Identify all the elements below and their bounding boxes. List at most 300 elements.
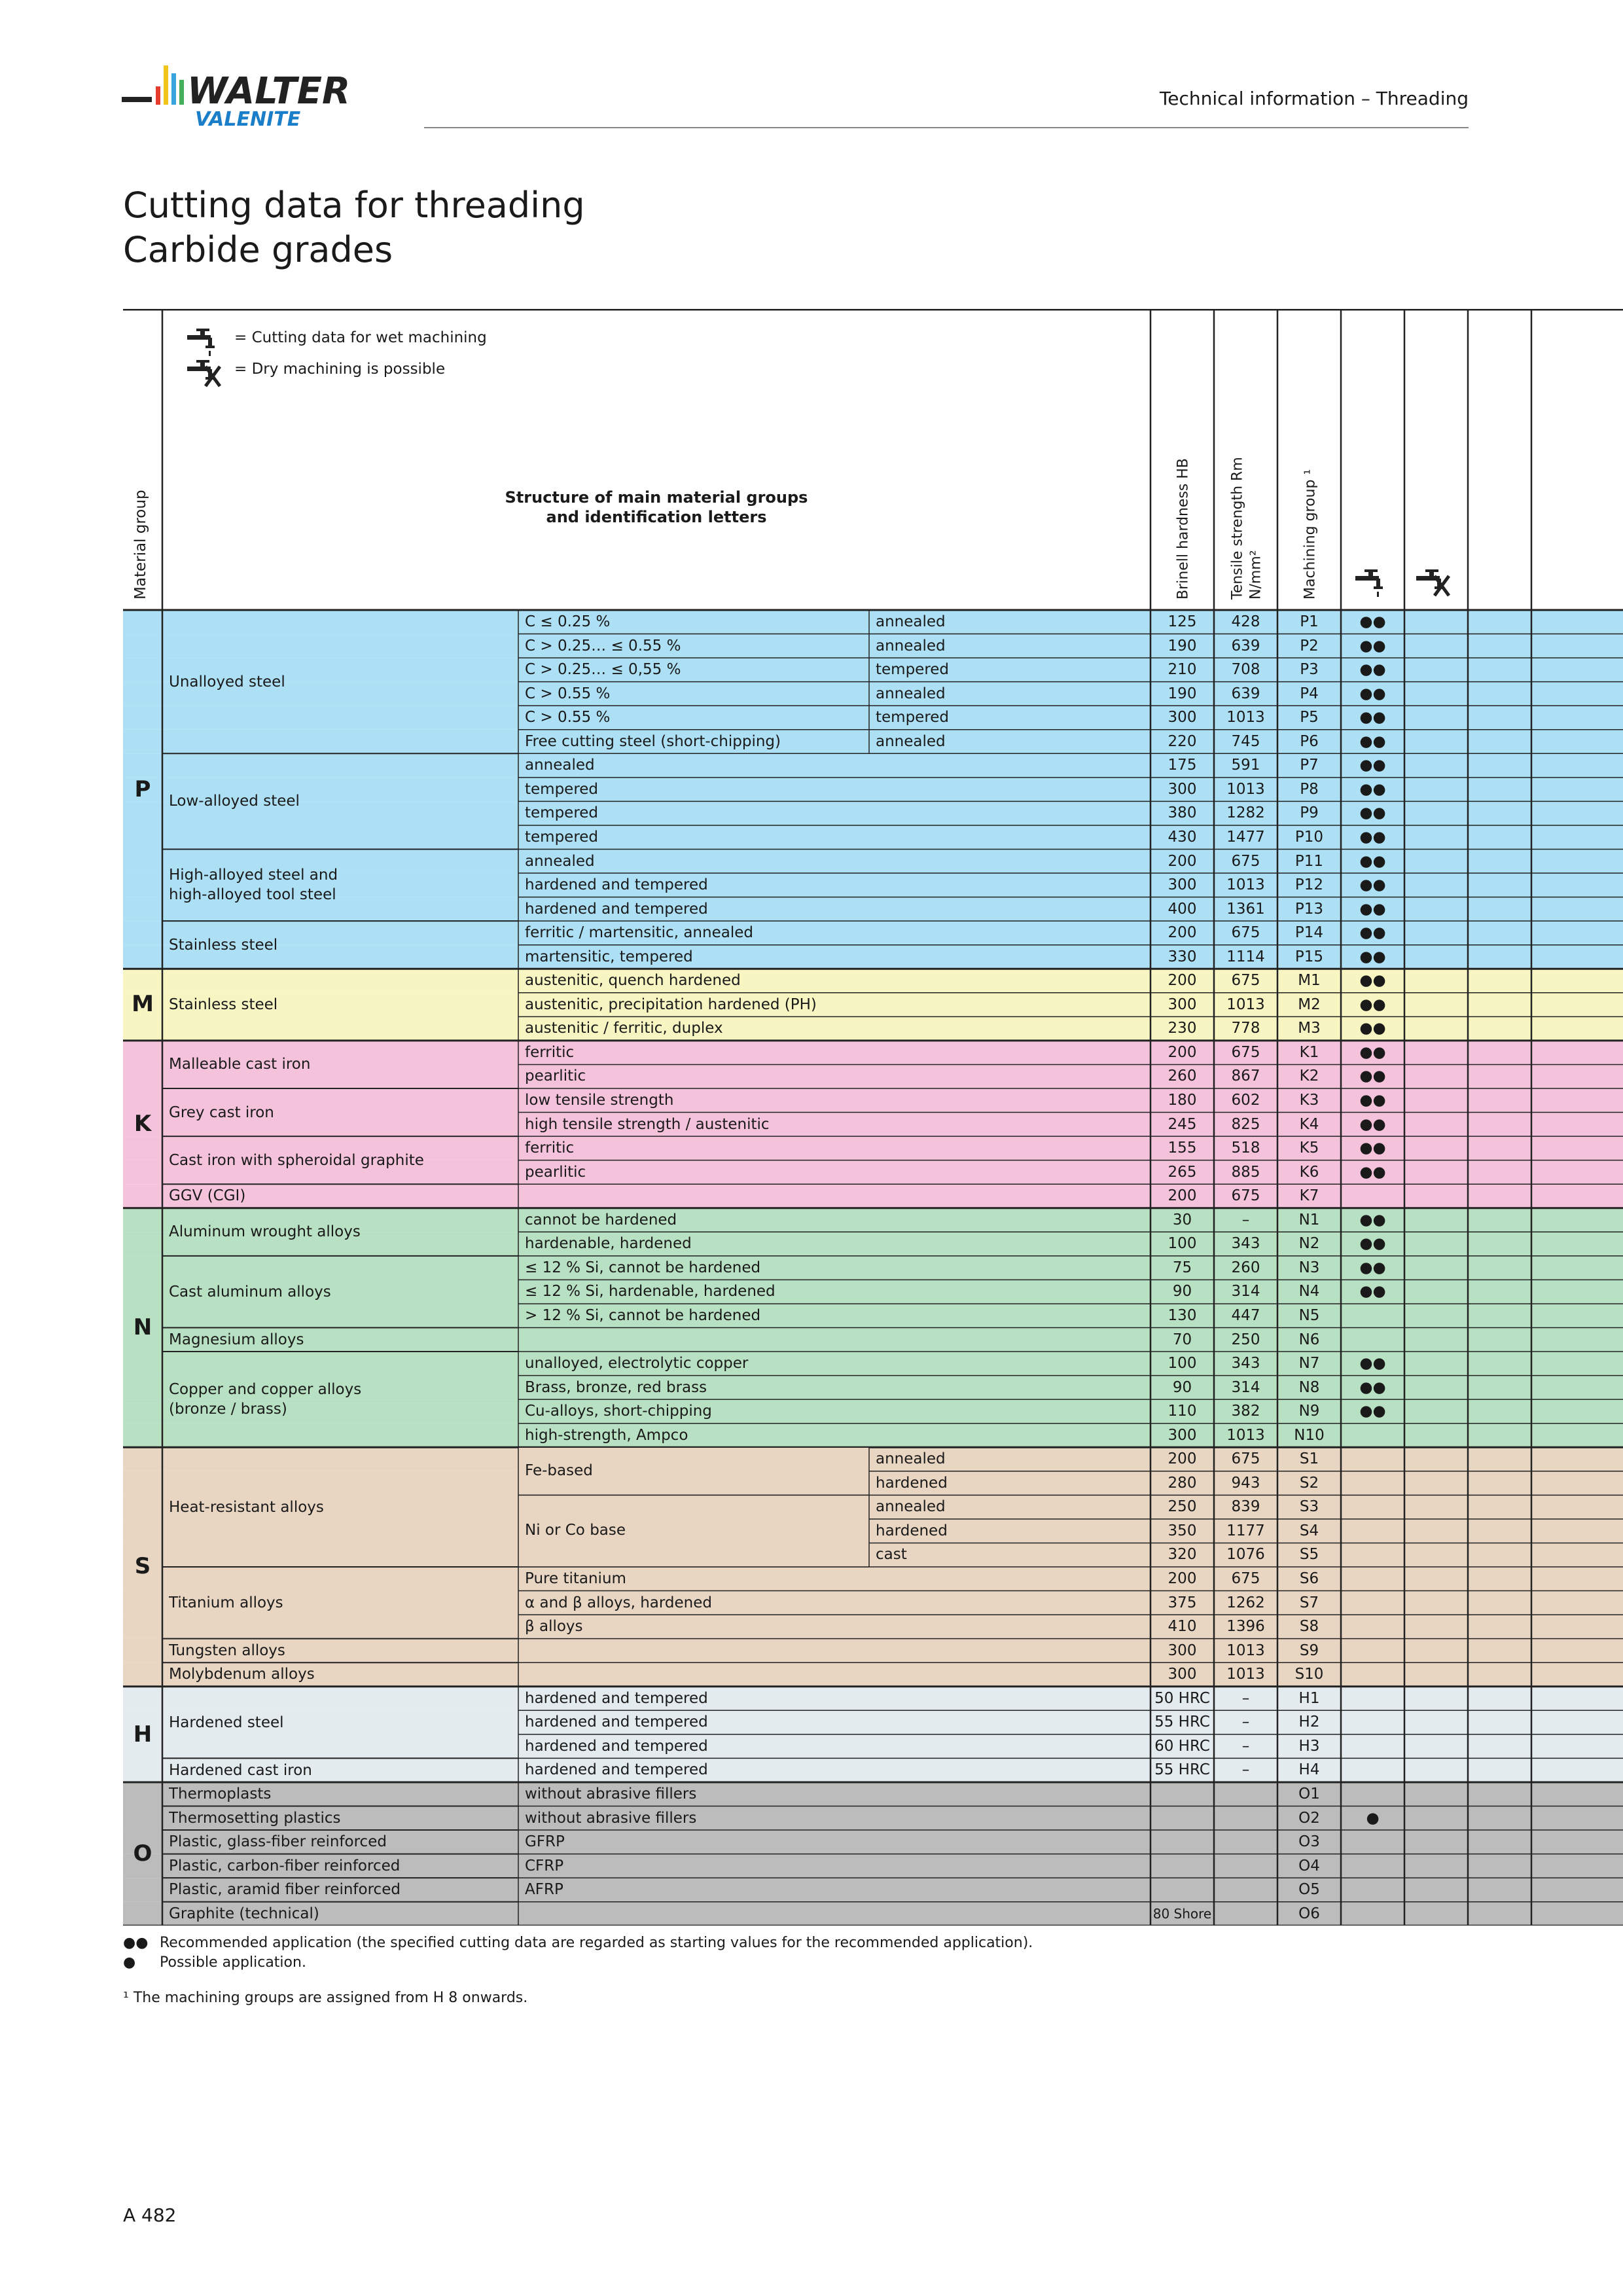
- wet-rating-cell: [1341, 1734, 1404, 1759]
- dry-rating-cell: [1404, 610, 1468, 634]
- svg-text:VALENITE: VALENITE: [195, 108, 301, 131]
- material-group-letter: P: [134, 776, 151, 802]
- material-name-line: high-alloyed tool steel: [169, 886, 336, 904]
- condition-cell: high-strength, Ampco: [525, 1426, 688, 1444]
- machining-group-cell: P4: [1300, 685, 1319, 702]
- material-name-line: Heat-resistant alloys: [169, 1498, 324, 1516]
- dry-rating-cell: [1404, 1543, 1468, 1567]
- machining-group-cell: H1: [1298, 1689, 1320, 1707]
- title-line-2: Carbide grades: [123, 229, 393, 270]
- condition-cell: tempered: [525, 804, 599, 822]
- brinell-cell: [1150, 1806, 1214, 1831]
- dry-rating-cell: [1404, 1304, 1468, 1328]
- condition-cell: AFRP: [525, 1881, 563, 1899]
- material-name-line: Aluminum wrought alloys: [169, 1223, 361, 1241]
- tensile-cell: 428: [1231, 613, 1260, 630]
- brinell-cell: 200: [1168, 1187, 1197, 1205]
- brinell-cell: 55 HRC: [1154, 1713, 1210, 1731]
- material-name: [169, 1687, 516, 1759]
- dry-rating-cell: [1404, 1615, 1468, 1639]
- material-name-line: Molybdenum alloys: [169, 1666, 315, 1683]
- wet-rating-cell: ●●: [1359, 1403, 1386, 1420]
- wet-rating-cell: [1341, 1543, 1404, 1567]
- material-name: [169, 1639, 516, 1663]
- condition-cell: α and β alloys, hardened: [525, 1594, 713, 1611]
- tensile-cell: 260: [1231, 1259, 1260, 1276]
- machining-group-cell: P12: [1294, 876, 1324, 894]
- wet-rating-cell: ●●: [1359, 613, 1386, 630]
- machining-group-cell: S2: [1299, 1474, 1319, 1492]
- material-name-line: Malleable cast iron: [169, 1056, 311, 1073]
- machining-group-cell: S5: [1299, 1546, 1319, 1564]
- material-subgroup: Ni or Co base: [525, 1522, 626, 1539]
- wet-rating-cell: ●●: [1359, 1139, 1386, 1157]
- tensile-cell: –: [1241, 1713, 1250, 1731]
- tensile-cell: 314: [1231, 1378, 1260, 1396]
- dry-rating-cell: [1404, 993, 1468, 1017]
- brinell-cell: 220: [1168, 732, 1197, 750]
- tensile-cell: 778: [1231, 1020, 1260, 1037]
- material-name-line: Plastic, aramid fiber reinforced: [169, 1881, 401, 1899]
- tensile-cell: 867: [1231, 1067, 1260, 1085]
- machining-group-cell: O2: [1298, 1809, 1320, 1827]
- brinell-cell: 430: [1168, 828, 1197, 846]
- condition-cell: > 12 % Si, cannot be hardened: [525, 1306, 761, 1324]
- material-name-line: Plastic, glass-fiber reinforced: [169, 1833, 387, 1851]
- machining-group-cell: N4: [1298, 1283, 1320, 1300]
- dry-rating-cell: [1404, 1113, 1468, 1137]
- material-name: [169, 1830, 516, 1854]
- condition-cell: hardened and tempered: [525, 1737, 708, 1755]
- machining-group-cell: H3: [1298, 1737, 1320, 1755]
- wet-rating-cell: [1341, 1567, 1404, 1591]
- header-structure: Structure of main material groups: [505, 488, 808, 507]
- dry-rating-cell: [1404, 969, 1468, 993]
- dry-rating-cell: [1404, 682, 1468, 706]
- legend-wet-icon: [187, 329, 215, 356]
- wet-rating-cell: ●●: [1359, 900, 1386, 918]
- material-name: [169, 1088, 516, 1136]
- brinell-cell: 180: [1168, 1092, 1197, 1109]
- machining-group-cell: P6: [1300, 732, 1319, 750]
- footnote-recommended: [123, 1935, 1033, 1951]
- dry-rating-cell: [1404, 1567, 1468, 1591]
- tensile-cell: 943: [1231, 1474, 1260, 1492]
- brinell-cell: 380: [1168, 804, 1197, 822]
- machining-group-cell: H4: [1298, 1761, 1320, 1779]
- wet-rating-cell: ●●: [1359, 852, 1386, 870]
- brinell-cell: 100: [1168, 1235, 1197, 1253]
- dry-rating-cell: [1404, 1495, 1468, 1519]
- tensile-cell: 1177: [1226, 1522, 1265, 1539]
- dry-rating-cell: [1404, 1471, 1468, 1496]
- dry-rating-cell: [1404, 1232, 1468, 1256]
- tensile-cell: 382: [1231, 1403, 1260, 1420]
- material-group-letter: O: [133, 1840, 152, 1867]
- machining-group-cell: K4: [1299, 1115, 1319, 1133]
- condition-cell: pearlitic: [525, 1067, 586, 1085]
- brinell-cell: [1150, 1782, 1214, 1806]
- treatment-cell: hardened: [876, 1474, 948, 1492]
- brinell-cell: 330: [1168, 948, 1197, 965]
- wet-rating-cell: ●●: [1359, 828, 1386, 846]
- condition-cell: [525, 1639, 1148, 1663]
- header-structure: and identification letters: [546, 508, 767, 526]
- material-name: [169, 1567, 516, 1639]
- wet-rating-cell: [1341, 1519, 1404, 1543]
- machining-group-cell: S6: [1299, 1570, 1319, 1587]
- condition-cell: [525, 1184, 1148, 1208]
- condition-cell: GFRP: [525, 1833, 565, 1851]
- dry-rating-cell: [1404, 921, 1468, 945]
- condition-cell: C ≤ 0.25 %: [525, 613, 611, 630]
- brinell-cell: 60 HRC: [1154, 1737, 1210, 1755]
- dry-rating-cell: [1404, 1208, 1468, 1232]
- wet-rating-cell: [1341, 1639, 1404, 1663]
- wet-rating-cell: [1341, 1687, 1404, 1711]
- machining-group-cell: S10: [1294, 1666, 1324, 1683]
- walter-valenite-logo: [122, 60, 397, 132]
- dry-rating-cell: [1404, 1758, 1468, 1782]
- legend-wet-text: = Cutting data for wet machining: [234, 329, 487, 346]
- wet-rating-cell: ●●: [1359, 732, 1386, 750]
- wet-rating-cell: [1341, 1615, 1404, 1639]
- tensile-cell: 1013: [1226, 709, 1265, 726]
- material-name: [169, 850, 516, 922]
- material-name-line: Hardened steel: [169, 1713, 284, 1731]
- brinell-cell: 200: [1168, 972, 1197, 990]
- brinell-cell: 90: [1172, 1378, 1192, 1396]
- machining-group-cell: N5: [1298, 1306, 1320, 1324]
- condition-cell: [525, 1328, 1148, 1352]
- material-name: [169, 1208, 516, 1256]
- tensile-cell: 447: [1231, 1306, 1260, 1324]
- condition-cell: ≤ 12 % Si, cannot be hardened: [525, 1259, 761, 1276]
- wet-rating-cell: ●●: [1359, 1235, 1386, 1253]
- treatment-cell: annealed: [876, 1498, 946, 1516]
- machining-group-cell: O4: [1298, 1857, 1320, 1874]
- single-dot-symbol: ●: [123, 1954, 136, 1971]
- material-name-line: High-alloyed steel and: [169, 867, 338, 884]
- treatment-cell: annealed: [876, 685, 946, 702]
- material-name: [169, 969, 516, 1041]
- header-tensile-unit: N/mm²: [1247, 550, 1264, 600]
- tensile-cell: [1214, 1806, 1277, 1831]
- brinell-cell: 300: [1168, 1426, 1197, 1444]
- footnote-machining-groups: ¹ The machining groups are assigned from H 8 onwards.: [123, 1990, 528, 2006]
- material-group-letter: M: [132, 991, 154, 1018]
- tensile-cell: –: [1241, 1689, 1250, 1707]
- dry-rating-cell: [1404, 1710, 1468, 1734]
- material-name-line: Low-alloyed steel: [169, 793, 300, 810]
- wet-rating-cell: [1341, 1471, 1404, 1496]
- dry-rating-cell: [1404, 1519, 1468, 1543]
- dry-rating-cell: [1404, 1136, 1468, 1160]
- page-number: A 482: [123, 2204, 177, 2226]
- wet-rating-cell: [1341, 1184, 1404, 1208]
- machining-group-cell: H2: [1298, 1713, 1320, 1731]
- tensile-cell: –: [1241, 1211, 1250, 1229]
- material-name-line: Hardened cast iron: [169, 1761, 312, 1779]
- machining-group-cell: K6: [1299, 1163, 1319, 1181]
- header-divider: [424, 127, 1469, 128]
- machining-group-cell: S3: [1299, 1498, 1319, 1516]
- machining-group-cell: N2: [1298, 1235, 1320, 1253]
- svg-text:WALTER: WALTER: [187, 70, 351, 113]
- material-name: [169, 1352, 516, 1447]
- brinell-cell: 90: [1172, 1283, 1192, 1300]
- machining-group-cell: K2: [1299, 1067, 1319, 1085]
- tensile-cell: 639: [1231, 685, 1260, 702]
- dry-rating-cell: [1404, 658, 1468, 682]
- wet-rating-cell: ●●: [1359, 1378, 1386, 1396]
- dry-rating-cell: [1404, 1662, 1468, 1687]
- tensile-cell: 675: [1231, 924, 1260, 942]
- tensile-cell: 591: [1231, 757, 1260, 774]
- machining-group-cell: P1: [1300, 613, 1319, 630]
- brinell-cell: 300: [1168, 1666, 1197, 1683]
- treatment-cell: tempered: [876, 661, 950, 679]
- wet-rating-cell: ●●: [1359, 1283, 1386, 1300]
- material-group-letter: S: [134, 1553, 151, 1580]
- material-name-line: Graphite (technical): [169, 1905, 319, 1922]
- treatment-cell: cast: [876, 1546, 907, 1564]
- wet-rating-cell: ●●: [1359, 757, 1386, 774]
- wet-rating-cell: [1341, 1830, 1404, 1854]
- wet-rating-cell: ●●: [1359, 1043, 1386, 1061]
- wet-rating-cell: ●●: [1359, 1163, 1386, 1181]
- material-group-letter: H: [133, 1721, 152, 1748]
- material-name: [169, 1782, 516, 1806]
- dry-rating-cell: [1404, 1806, 1468, 1831]
- brinell-cell: 300: [1168, 996, 1197, 1013]
- legend-dry-text: = Dry machining is possible: [234, 361, 446, 378]
- brinell-cell: 200: [1168, 1043, 1197, 1061]
- header-machining-group: Machining group ¹: [1302, 469, 1319, 600]
- brinell-cell: 70: [1172, 1331, 1192, 1348]
- material-name-line: Tungsten alloys: [169, 1641, 285, 1659]
- machining-group-cell: O6: [1298, 1905, 1320, 1922]
- brinell-cell: 55 HRC: [1154, 1761, 1210, 1779]
- condition-cell: hardened and tempered: [525, 1761, 708, 1779]
- condition-cell: pearlitic: [525, 1163, 586, 1181]
- brinell-cell: 100: [1168, 1355, 1197, 1372]
- brinell-cell: 260: [1168, 1067, 1197, 1085]
- wet-rating-cell: ●●: [1359, 1020, 1386, 1037]
- tensile-cell: 1013: [1226, 1641, 1265, 1659]
- brinell-cell: 110: [1168, 1403, 1197, 1420]
- machining-group-cell: O5: [1298, 1881, 1320, 1899]
- material-name-line: Copper and copper alloys: [169, 1381, 362, 1399]
- footnote-possible: [123, 1954, 306, 1971]
- condition-cell: hardenable, hardened: [525, 1235, 692, 1253]
- dry-rating-cell: [1404, 1160, 1468, 1185]
- tensile-cell: –: [1241, 1761, 1250, 1779]
- dry-rating-cell: [1404, 1878, 1468, 1902]
- brinell-cell: 190: [1168, 685, 1197, 702]
- brinell-cell: [1150, 1878, 1214, 1902]
- condition-cell: hardened and tempered: [525, 1689, 708, 1707]
- dry-rating-cell: [1404, 1591, 1468, 1615]
- condition-cell: cannot be hardened: [525, 1211, 677, 1229]
- wet-rating-cell: ●●: [1359, 1115, 1386, 1133]
- machining-group-cell: P10: [1294, 828, 1324, 846]
- machining-group-cell: N7: [1298, 1355, 1320, 1372]
- condition-cell: hardened and tempered: [525, 1713, 708, 1731]
- brinell-cell: 320: [1168, 1546, 1197, 1564]
- dry-rating-cell: [1404, 1782, 1468, 1806]
- tap-dry-icon: [1416, 569, 1449, 596]
- dry-rating-cell: [1404, 634, 1468, 658]
- material-name-line: Thermosetting plastics: [169, 1809, 341, 1827]
- machining-group-cell: K5: [1299, 1139, 1319, 1157]
- tensile-cell: [1214, 1782, 1277, 1806]
- material-name-line: Titanium alloys: [169, 1594, 283, 1611]
- wet-rating-cell: ●●: [1359, 780, 1386, 798]
- material-name: [169, 753, 516, 849]
- tensile-cell: 1262: [1226, 1594, 1265, 1611]
- material-name-line: Cast iron with spheroidal graphite: [169, 1151, 424, 1169]
- condition-cell: without abrasive fillers: [525, 1809, 697, 1827]
- machining-group-cell: O3: [1298, 1833, 1320, 1851]
- machining-group-cell: N1: [1298, 1211, 1320, 1229]
- material-name: [169, 1806, 516, 1831]
- wet-rating-cell: [1341, 1591, 1404, 1615]
- tensile-cell: 675: [1231, 1450, 1260, 1468]
- brinell-cell: 375: [1168, 1594, 1197, 1611]
- wet-rating-cell: [1341, 1424, 1404, 1448]
- wet-rating-cell: ●●: [1359, 1067, 1386, 1085]
- condition-cell: hardened and tempered: [525, 876, 708, 894]
- condition-cell: high tensile strength / austenitic: [525, 1115, 770, 1133]
- dry-rating-cell: [1404, 1447, 1468, 1471]
- treatment-cell: annealed: [876, 1450, 946, 1468]
- header-material-group: Material group: [132, 490, 149, 600]
- header-brinell: Brinell hardness HB: [1175, 457, 1192, 600]
- dry-rating-cell: [1404, 873, 1468, 897]
- machining-group-cell: P11: [1294, 852, 1324, 870]
- brinell-cell: 190: [1168, 637, 1197, 655]
- condition-cell: tempered: [525, 780, 599, 798]
- tensile-cell: 1013: [1226, 996, 1265, 1013]
- dry-rating-cell: [1404, 1041, 1468, 1065]
- material-name: [169, 1878, 516, 1902]
- dry-rating-cell: [1404, 801, 1468, 825]
- material-name-line: (bronze / brass): [169, 1401, 287, 1418]
- wet-rating-cell: ●●: [1359, 948, 1386, 965]
- tensile-cell: 745: [1231, 732, 1260, 750]
- tensile-cell: 1114: [1226, 948, 1265, 965]
- machining-group-cell: N3: [1298, 1259, 1320, 1276]
- material-name-line: Cast aluminum alloys: [169, 1283, 331, 1300]
- machining-group-cell: S8: [1299, 1618, 1319, 1636]
- tensile-cell: 1361: [1226, 900, 1265, 918]
- condition-cell: without abrasive fillers: [525, 1785, 697, 1803]
- wet-rating-cell: ●●: [1359, 637, 1386, 655]
- dry-rating-cell: [1404, 778, 1468, 802]
- condition-cell: C > 0.55 %: [525, 685, 611, 702]
- tensile-cell: 675: [1231, 1043, 1260, 1061]
- dry-rating-cell: [1404, 1280, 1468, 1304]
- brinell-cell: 175: [1168, 757, 1197, 774]
- material-name: [169, 1447, 516, 1567]
- page-title: [123, 183, 585, 272]
- wet-rating-cell: [1341, 1710, 1404, 1734]
- header-tensile: Tensile strength Rm: [1229, 457, 1246, 600]
- dry-rating-cell: [1404, 1902, 1468, 1926]
- wet-rating-cell: ●●: [1359, 685, 1386, 702]
- tensile-cell: 1013: [1226, 876, 1265, 894]
- wet-rating-cell: [1341, 1328, 1404, 1352]
- tensile-cell: 1013: [1226, 1426, 1265, 1444]
- wet-rating-cell: [1341, 1662, 1404, 1687]
- condition-cell: β alloys: [525, 1618, 583, 1636]
- dry-rating-cell: [1404, 753, 1468, 778]
- tensile-cell: 1282: [1226, 804, 1265, 822]
- material-name: [169, 1758, 516, 1782]
- dry-rating-cell: [1404, 850, 1468, 874]
- brinell-cell: 230: [1168, 1020, 1197, 1037]
- brinell-cell: 75: [1172, 1259, 1192, 1276]
- double-dot-symbol: ●●: [123, 1935, 149, 1951]
- cutting-data-table: [123, 309, 1623, 1926]
- treatment-cell: annealed: [876, 732, 946, 750]
- wet-rating-cell: [1341, 1854, 1404, 1878]
- condition-cell: ferritic: [525, 1043, 575, 1061]
- brinell-cell: [1150, 1830, 1214, 1854]
- brinell-cell: 245: [1168, 1115, 1197, 1133]
- material-subgroup: Fe-based: [525, 1462, 593, 1480]
- condition-cell: Cu-alloys, short-chipping: [525, 1403, 712, 1420]
- machining-group-cell: P14: [1294, 924, 1324, 942]
- material-name: [169, 1328, 516, 1352]
- wet-rating-cell: [1341, 1495, 1404, 1519]
- material-name: [169, 1256, 516, 1328]
- material-name: [169, 610, 516, 753]
- machining-group-cell: N9: [1298, 1403, 1320, 1420]
- tensile-cell: 518: [1231, 1139, 1260, 1157]
- dry-rating-cell: [1404, 897, 1468, 922]
- wet-rating-cell: ●●: [1359, 924, 1386, 942]
- wet-rating-cell: ●●: [1359, 972, 1386, 990]
- wet-rating-cell: [1341, 1782, 1404, 1806]
- material-group-letter: K: [134, 1110, 152, 1137]
- treatment-cell: annealed: [876, 637, 946, 655]
- dry-rating-cell: [1404, 1854, 1468, 1878]
- tensile-cell: 675: [1231, 1187, 1260, 1205]
- material-name-line: Unalloyed steel: [169, 673, 285, 691]
- treatment-cell: tempered: [876, 709, 950, 726]
- machining-group-cell: N6: [1298, 1331, 1320, 1348]
- condition-cell: [525, 1902, 1148, 1926]
- wet-rating-cell: [1341, 1758, 1404, 1782]
- material-name-line: Magnesium alloys: [169, 1331, 304, 1348]
- tensile-cell: 639: [1231, 637, 1260, 655]
- wet-rating-cell: ●●: [1359, 1092, 1386, 1109]
- wet-rating-cell: ●: [1366, 1809, 1380, 1827]
- wet-rating-cell: ●●: [1359, 996, 1386, 1013]
- machining-group-cell: P5: [1300, 709, 1319, 726]
- condition-cell: austenitic, precipitation hardened (PH): [525, 996, 817, 1013]
- wet-rating-cell: [1341, 1902, 1404, 1926]
- dry-rating-cell: [1404, 1064, 1468, 1088]
- condition-cell: C > 0.55 %: [525, 709, 611, 726]
- machining-group-cell: P2: [1300, 637, 1319, 655]
- condition-cell: austenitic, quench hardened: [525, 972, 741, 990]
- tensile-cell: 675: [1231, 972, 1260, 990]
- machining-group-cell: S4: [1299, 1522, 1319, 1539]
- brinell-cell: 80 Shore: [1152, 1905, 1212, 1922]
